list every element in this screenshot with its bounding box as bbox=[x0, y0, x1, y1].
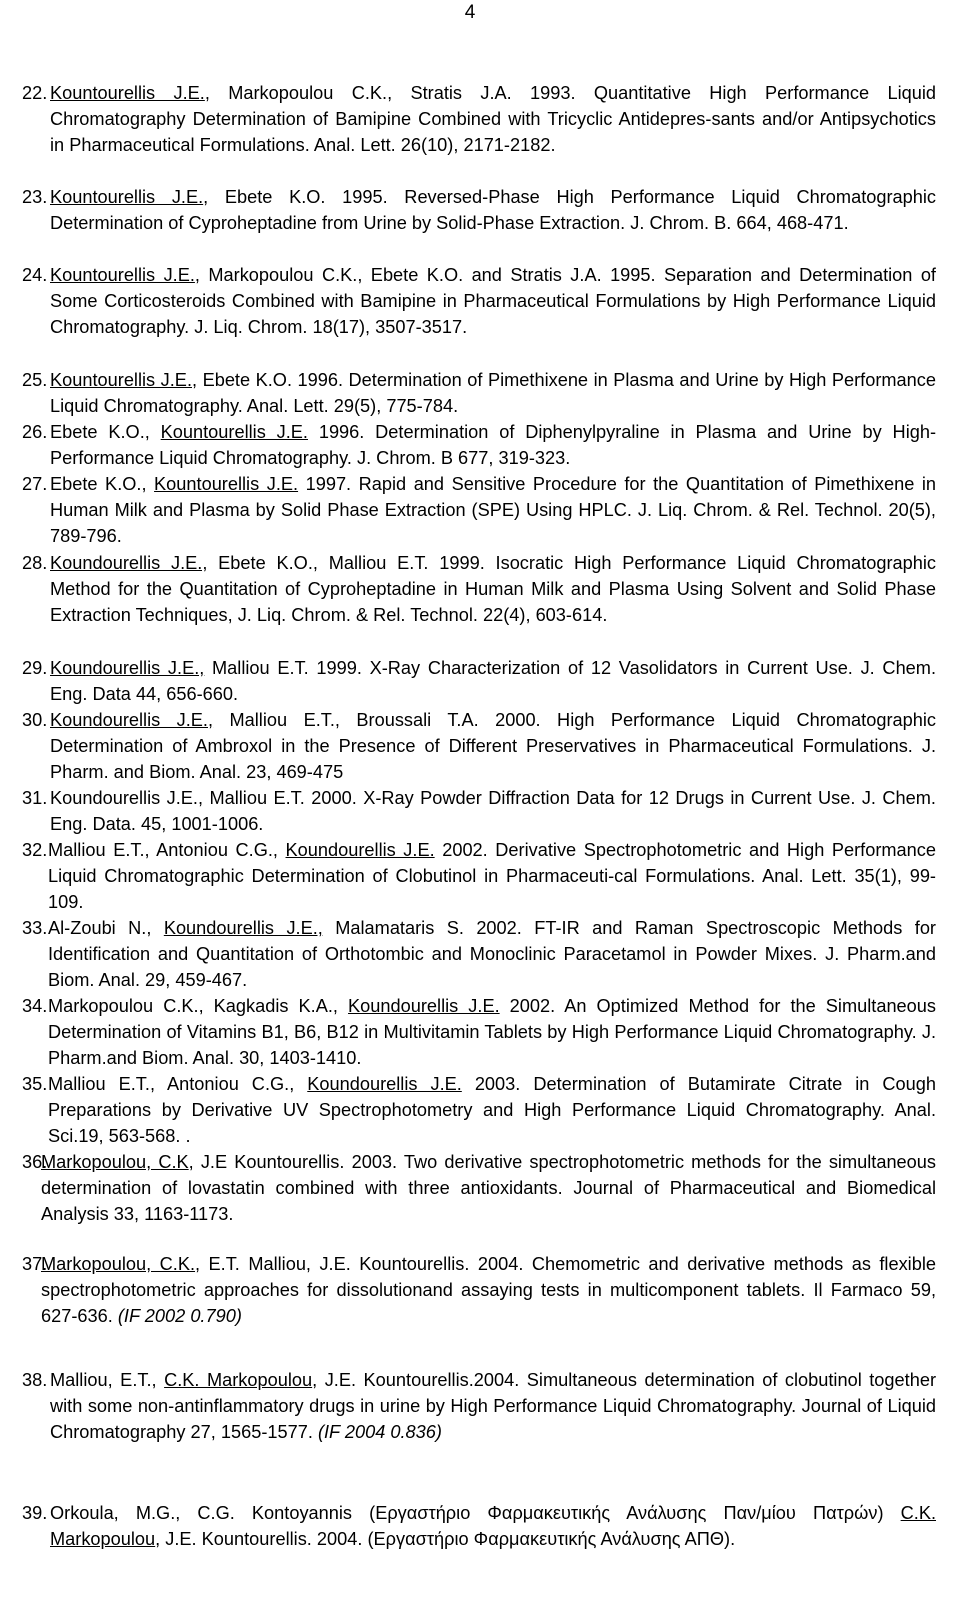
citation-text: Malamataris S. 2002. FT-IR and Raman Spectroscopic Methods for Identification and Quantitation of Orthotombic and Monoclinic Paracetamol in Powder Mixes. J. Pharm.and Biom. Anal. 29, 459-467. bbox=[48, 918, 936, 990]
reference-number: 25. bbox=[22, 370, 48, 390]
underlined-author: Kountourellis J.E. bbox=[50, 83, 205, 103]
underlined-author: Kountourellis J.E. bbox=[50, 265, 195, 285]
underlined-author: Kountourellis J.E. bbox=[50, 187, 204, 207]
reference-text bbox=[50, 367, 936, 419]
underlined-author: Koundourellis J.E. bbox=[307, 1074, 462, 1094]
reference-number: 27. bbox=[22, 474, 48, 494]
underlined-author: Koundourellis J.E., bbox=[163, 918, 323, 938]
reference-item bbox=[0, 1367, 936, 1445]
reference-item bbox=[0, 655, 936, 707]
reference-item bbox=[0, 785, 936, 837]
citation-text: Koundourellis J.E., Malliou E.T. 2000. X-Ray Powder Diffraction Data for 12 Drugs in Current Use. J. Chem. Eng. Data. 45, 1001-1006. bbox=[50, 788, 936, 834]
reference-number: 23. bbox=[22, 187, 48, 207]
reference-item bbox=[0, 1149, 936, 1227]
reference-number: 28. bbox=[22, 553, 48, 573]
page-number: 4 bbox=[464, 2, 476, 23]
reference-text bbox=[50, 471, 936, 549]
citation-text: Ebete K.O., bbox=[50, 422, 161, 442]
reference-item bbox=[0, 1071, 936, 1149]
reference-text bbox=[50, 1367, 936, 1445]
reference-text bbox=[50, 785, 936, 837]
citation-text: , Markopoulou C.K., Ebete K.O. and Stratis J.A. 1995. Separation and Determination of Some Corticosteroids Combined with Bamipine in Pharmaceutical Formulations by High Performance Liquid Chromatography. J. Liq. Chrom. 18(17), 3507-3517. bbox=[50, 265, 936, 337]
impact-factor-note: (IF 2002 0.790) bbox=[117, 1306, 242, 1326]
reference-text bbox=[41, 1149, 936, 1227]
reference-text bbox=[48, 915, 936, 993]
reference-number: 24. bbox=[22, 265, 48, 285]
citation-text: Malliou E.T., Antoniou C.G., bbox=[48, 1074, 308, 1094]
underlined-author: C.K. Markopoulou bbox=[164, 1370, 313, 1390]
reference-text bbox=[50, 419, 936, 471]
reference-number: 37. bbox=[22, 1254, 48, 1274]
reference-text bbox=[50, 184, 936, 236]
citation-text: , J.E. Kountourellis. 2004. (Εργαστήριο Φαρμακευτικής Ανάλυσης ΑΠΘ). bbox=[155, 1529, 736, 1549]
reference-number: 35. bbox=[22, 1074, 48, 1094]
citation-text: 2002. Derivative Spectrophotometric and High Performance Liquid Chromatographic Determination of Clobutinol in Pharmaceuti-cal Formulations. Anal. Lett. 35(1), 99-109. bbox=[48, 840, 937, 912]
reference-number: 38. bbox=[22, 1370, 48, 1390]
reference-item bbox=[0, 1500, 936, 1552]
citation-text: 2002. An Optimized Method for the Simultaneous Determination of Vitamins B1, B6, B12 in Multivitamin Tablets by High Performance Liquid Chromatography. J. Pharm.and Biom. Anal. 30, 1403-1410. bbox=[48, 996, 936, 1068]
citation-text: , J.E Kountourellis. 2003. Two derivative spectrophotometric methods for the simultaneous determination of lovastatin combined with three antioxidants. Journal of Pharmaceutical and Biomedical Analysis 33, 1163-1173. bbox=[41, 1152, 936, 1224]
reference-item bbox=[0, 707, 936, 785]
underlined-author: Markopoulou, C.K bbox=[41, 1152, 189, 1172]
reference-item bbox=[0, 419, 936, 471]
citation-text: 1997. Rapid and Sensitive Procedure for the Quantitation of Pimethixene in Human Milk and Plasma by Solid Phase Extraction (SPE) Using HPLC. J. Liq. Chrom. & Rel. Technol. 20(5), 789-796. bbox=[50, 474, 937, 546]
reference-text bbox=[50, 707, 936, 785]
underlined-author: Kountourellis J.E. bbox=[154, 474, 299, 494]
reference-number: 22. bbox=[22, 83, 48, 103]
citation-text: , E.T. Malliou, J.E. Kountourellis. 2004. Chemometric and derivative methods as flexible spectrophotometric approaches for dissolutionand assaying tests in multicomponent tablets. Il Farmaco 59, 627-636. bbox=[41, 1254, 936, 1326]
reference-number: 36. bbox=[22, 1152, 48, 1172]
underlined-author: Koundourellis J.E., bbox=[50, 710, 214, 730]
citation-text: Ebete K.O., Malliou E.T. 1999. Isocratic High Performance Liquid Chromatographic Method for the Quantitation of Cyproheptadine in Human Milk and Plasma Using Solvent and Solid Phase Extraction Techniques, J. Liq. Chrom. & Rel. Technol. 22(4), 603-614. bbox=[50, 553, 936, 625]
reference-item bbox=[0, 550, 936, 628]
underlined-author: Koundourellis J.E. bbox=[285, 840, 435, 860]
reference-item bbox=[0, 1251, 936, 1329]
reference-text bbox=[50, 550, 936, 628]
reference-text bbox=[50, 80, 936, 158]
reference-number: 33. bbox=[22, 918, 48, 938]
citation-text: Malliou E.T., Antoniou C.G., bbox=[48, 840, 286, 860]
reference-item bbox=[0, 262, 936, 340]
reference-text bbox=[50, 262, 936, 340]
reference-text bbox=[48, 993, 936, 1071]
reference-item bbox=[0, 80, 936, 158]
underlined-author: Kountourellis J.E. bbox=[160, 422, 308, 442]
citation-text: Ebete K.O., bbox=[50, 474, 155, 494]
underlined-author: Markopoulou, C.K. bbox=[41, 1254, 196, 1274]
reference-number: 31. bbox=[22, 788, 48, 808]
underlined-author: Kountourellis J.E. bbox=[50, 370, 192, 390]
reference-text bbox=[41, 1251, 936, 1329]
reference-number: 29. bbox=[22, 658, 48, 678]
citation-text: , J.E. Kountourellis.2004. Simultaneous determination of clobutinol together with some non-antinflammatory drugs in urine by High Performance Liquid Chromatography. Journal of Liquid Chromatography 27, 1565-1577. bbox=[50, 1370, 936, 1442]
reference-item bbox=[0, 993, 936, 1071]
citation-text: Orkoula, M.G., C.G. Kontoyannis (Εργαστήριο Φαρμακευτικής Ανάλυσης Παν/μίου Πατρών) bbox=[50, 1503, 901, 1523]
reference-number: 32. bbox=[22, 840, 48, 860]
citation-text: Malliou E.T., Broussali T.A. 2000. High Performance Liquid Chromatographic Determination of Ambroxol in the Presence of Different Preservatives in Pharmaceutical Formulations. J. Pharm. and Biom. Anal. 23, 469-475 bbox=[50, 710, 936, 782]
citation-text: , Markopoulou C.K., Stratis J.A. 1993. Quantitative High Performance Liquid Chromatography Determination of Bamipine Combined with Tricyclic Antidepres-sants and/or Antipsychotics in Pharmaceutical Formulations. Anal. Lett. 26(10), 2171-2182. bbox=[50, 83, 937, 155]
reference-number: 26. bbox=[22, 422, 48, 442]
reference-text bbox=[50, 655, 936, 707]
reference-text bbox=[50, 1500, 936, 1552]
reference-number: 30. bbox=[22, 710, 48, 730]
citation-text: Malliou E.T. 1999. X-Ray Characterization of 12 Vasolidators in Current Use. J. Chem. Eng. Data 44, 656-660. bbox=[50, 658, 936, 704]
citation-text: Al-Zoubi N., bbox=[48, 918, 164, 938]
reference-text bbox=[48, 1071, 936, 1149]
reference-text bbox=[48, 837, 936, 915]
underlined-author: Koundourellis J.E. bbox=[348, 996, 500, 1016]
underlined-author: C.K. Markopoulou bbox=[50, 1503, 936, 1549]
reference-item bbox=[0, 837, 936, 915]
underlined-author: Koundourellis J.E., bbox=[50, 553, 208, 573]
citation-text: 2003. Determination of Butamirate Citrate in Cough Preparations by Derivative UV Spectrophotometry and High Performance Liquid Chromatography. Anal. Sci.19, 563-568. . bbox=[48, 1074, 937, 1146]
underlined-author: Koundourellis J.E., bbox=[50, 658, 205, 678]
citation-text: Markopoulou C.K., Kagkadis K.A., bbox=[48, 996, 349, 1016]
reference-number: 39. bbox=[22, 1503, 48, 1523]
impact-factor-note: (IF 2004 0.836) bbox=[317, 1422, 442, 1442]
reference-item bbox=[0, 915, 936, 993]
reference-item bbox=[0, 471, 936, 549]
reference-item bbox=[0, 367, 936, 419]
reference-number: 34. bbox=[22, 996, 48, 1016]
citation-text: , Ebete K.O. 1995. Reversed-Phase High Performance Liquid Chromatographic Determination of Cyproheptadine from Urine by Solid-Phase Extraction. J. Chrom. B. 664, 468-471. bbox=[50, 187, 937, 233]
citation-text: , Ebete K.O. 1996. Determination of Pimethixene in Plasma and Urine by High Performance Liquid Chromatography. Anal. Lett. 29(5), 775-784. bbox=[50, 370, 937, 416]
citation-text: Malliou, E.T., bbox=[50, 1370, 165, 1390]
citation-text: 1996. Determination of Diphenylpyraline in Plasma and Urine by High-Performance Liquid Chromatography. J. Chrom. B 677, 319-323. bbox=[50, 422, 937, 468]
reference-item bbox=[0, 184, 936, 236]
